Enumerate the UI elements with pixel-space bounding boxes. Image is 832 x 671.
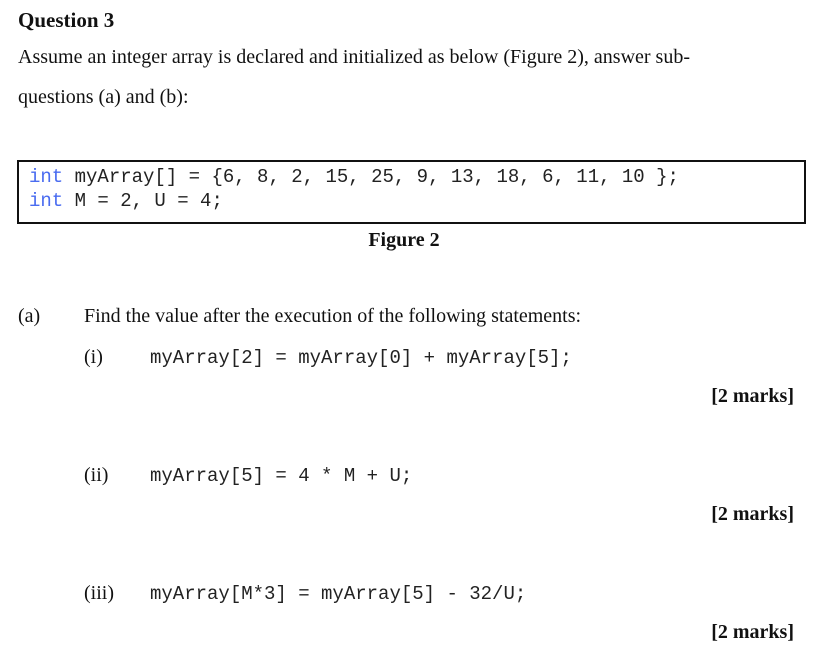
figure-caption: Figure 2 xyxy=(368,229,440,251)
subquestion-label: (iii) xyxy=(84,582,114,604)
code-line-array-declaration xyxy=(29,166,679,188)
subquestion-code: myArray[M*3] = myArray[5] - 32/U; xyxy=(150,583,527,605)
question-intro-line-1: Assume an integer array is declared and initialized as below (Figure 2), answer sub- xyxy=(18,46,690,68)
part-a-instruction: Find the value after the execution of the following statements: xyxy=(84,305,582,327)
subquestion-label: (i) xyxy=(84,346,103,368)
code-line-variable-declaration xyxy=(29,190,223,212)
code-figure-box xyxy=(17,160,806,224)
part-a-label: (a) xyxy=(18,305,41,327)
code-keyword-int: int xyxy=(29,166,64,188)
subquestion-label: (ii) xyxy=(84,464,109,486)
question-intro-line-2: questions (a) and (b): xyxy=(18,86,189,108)
subquestion-marks: [2 marks] xyxy=(711,503,794,525)
code-line-text: M = 2, U = 4; xyxy=(63,190,223,212)
subquestion-marks: [2 marks] xyxy=(711,621,794,643)
subquestion-code: myArray[5] = 4 * M + U; xyxy=(150,465,413,487)
code-line-text: myArray[] = {6, 8, 2, 15, 25, 9, 13, 18, 6, 11, 10 }; xyxy=(63,166,679,188)
question-title: Question 3 xyxy=(18,8,115,32)
code-keyword-int: int xyxy=(29,190,64,212)
subquestion-marks: [2 marks] xyxy=(711,385,794,407)
subquestion-code: myArray[2] = myArray[0] + myArray[5]; xyxy=(150,347,572,369)
